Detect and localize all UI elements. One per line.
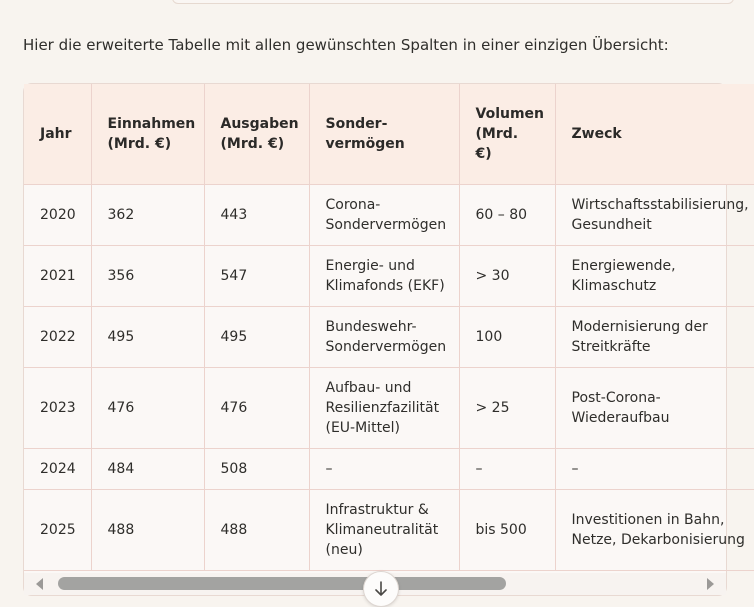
- arrow-down-icon: [374, 581, 388, 597]
- cell-einnahmen: 356: [91, 246, 204, 307]
- header-volumen: Volumen (Mrd. €): [459, 84, 555, 185]
- cell-volumen: 100: [459, 307, 555, 368]
- cell-einnahmen: 362: [91, 185, 204, 246]
- cell-jahr: 2024: [24, 449, 91, 490]
- cell-zweck: Wirtschaftsstabilisierung, Gesundheit: [555, 185, 754, 246]
- cell-sondervermoegen: Infrastruktur & Klimaneutralität (neu): [309, 490, 459, 571]
- cell-einnahmen: 484: [91, 449, 204, 490]
- header-einnahmen: Einnahmen (Mrd. €): [91, 84, 204, 185]
- cell-ausgaben: 476: [204, 368, 309, 449]
- cell-jahr: 2021: [24, 246, 91, 307]
- table-row: [24, 368, 754, 449]
- table-row: [24, 449, 754, 490]
- cell-einnahmen: 488: [91, 490, 204, 571]
- scrollbar-thumb[interactable]: [58, 577, 506, 590]
- header-ausgaben: Ausgaben (Mrd. €): [204, 84, 309, 185]
- header-zweck: Zweck: [555, 84, 754, 185]
- previous-message-edge: [172, 0, 734, 4]
- cell-sondervermoegen: Energie- und Klimafonds (EKF): [309, 246, 459, 307]
- cell-sondervermoegen: Bundeswehr- Sondervermögen: [309, 307, 459, 368]
- cell-jahr: 2025: [24, 490, 91, 571]
- cell-volumen: > 30: [459, 246, 555, 307]
- intro-text: Hier die erweiterte Tabelle mit allen gewünschten Spalten in einer einzigen Übersicht:: [23, 36, 669, 54]
- table-header-row: [24, 84, 754, 185]
- header-sondervermoegen: Sonder- vermögen: [309, 84, 459, 185]
- cell-zweck: –: [555, 449, 754, 490]
- cell-volumen: > 25: [459, 368, 555, 449]
- cell-ausgaben: 443: [204, 185, 309, 246]
- table-row: [24, 307, 754, 368]
- chevron-left-icon[interactable]: [36, 578, 43, 590]
- cell-ausgaben: 508: [204, 449, 309, 490]
- cell-jahr: 2020: [24, 185, 91, 246]
- cell-zweck: Modernisierung der Streitkräfte: [555, 307, 754, 368]
- cell-jahr: 2023: [24, 368, 91, 449]
- cell-zweck: Energiewende, Klimaschutz: [555, 246, 754, 307]
- cell-ausgaben: 488: [204, 490, 309, 571]
- table-row: [24, 246, 754, 307]
- scroll-down-button[interactable]: [363, 571, 399, 607]
- cell-zweck: Post-Corona- Wiederaufbau: [555, 368, 754, 449]
- cell-ausgaben: 547: [204, 246, 309, 307]
- table-row: [24, 185, 754, 246]
- data-table: [24, 84, 754, 571]
- cell-sondervermoegen: Corona- Sondervermögen: [309, 185, 459, 246]
- cell-einnahmen: 476: [91, 368, 204, 449]
- cell-jahr: 2022: [24, 307, 91, 368]
- chevron-right-icon[interactable]: [707, 578, 714, 590]
- cell-sondervermoegen: Aufbau- und Resilienzfazilität (EU-Mittel): [309, 368, 459, 449]
- header-jahr: Jahr: [24, 84, 91, 185]
- table-container[interactable]: [23, 83, 749, 596]
- cell-ausgaben: 495: [204, 307, 309, 368]
- cell-einnahmen: 495: [91, 307, 204, 368]
- cell-volumen: 60 – 80: [459, 185, 555, 246]
- table-row: [24, 490, 754, 571]
- cell-zweck: Investitionen in Bahn, Netze, Dekarbonisierung: [555, 490, 754, 571]
- cell-volumen: bis 500: [459, 490, 555, 571]
- cell-sondervermoegen: –: [309, 449, 459, 490]
- cell-volumen: –: [459, 449, 555, 490]
